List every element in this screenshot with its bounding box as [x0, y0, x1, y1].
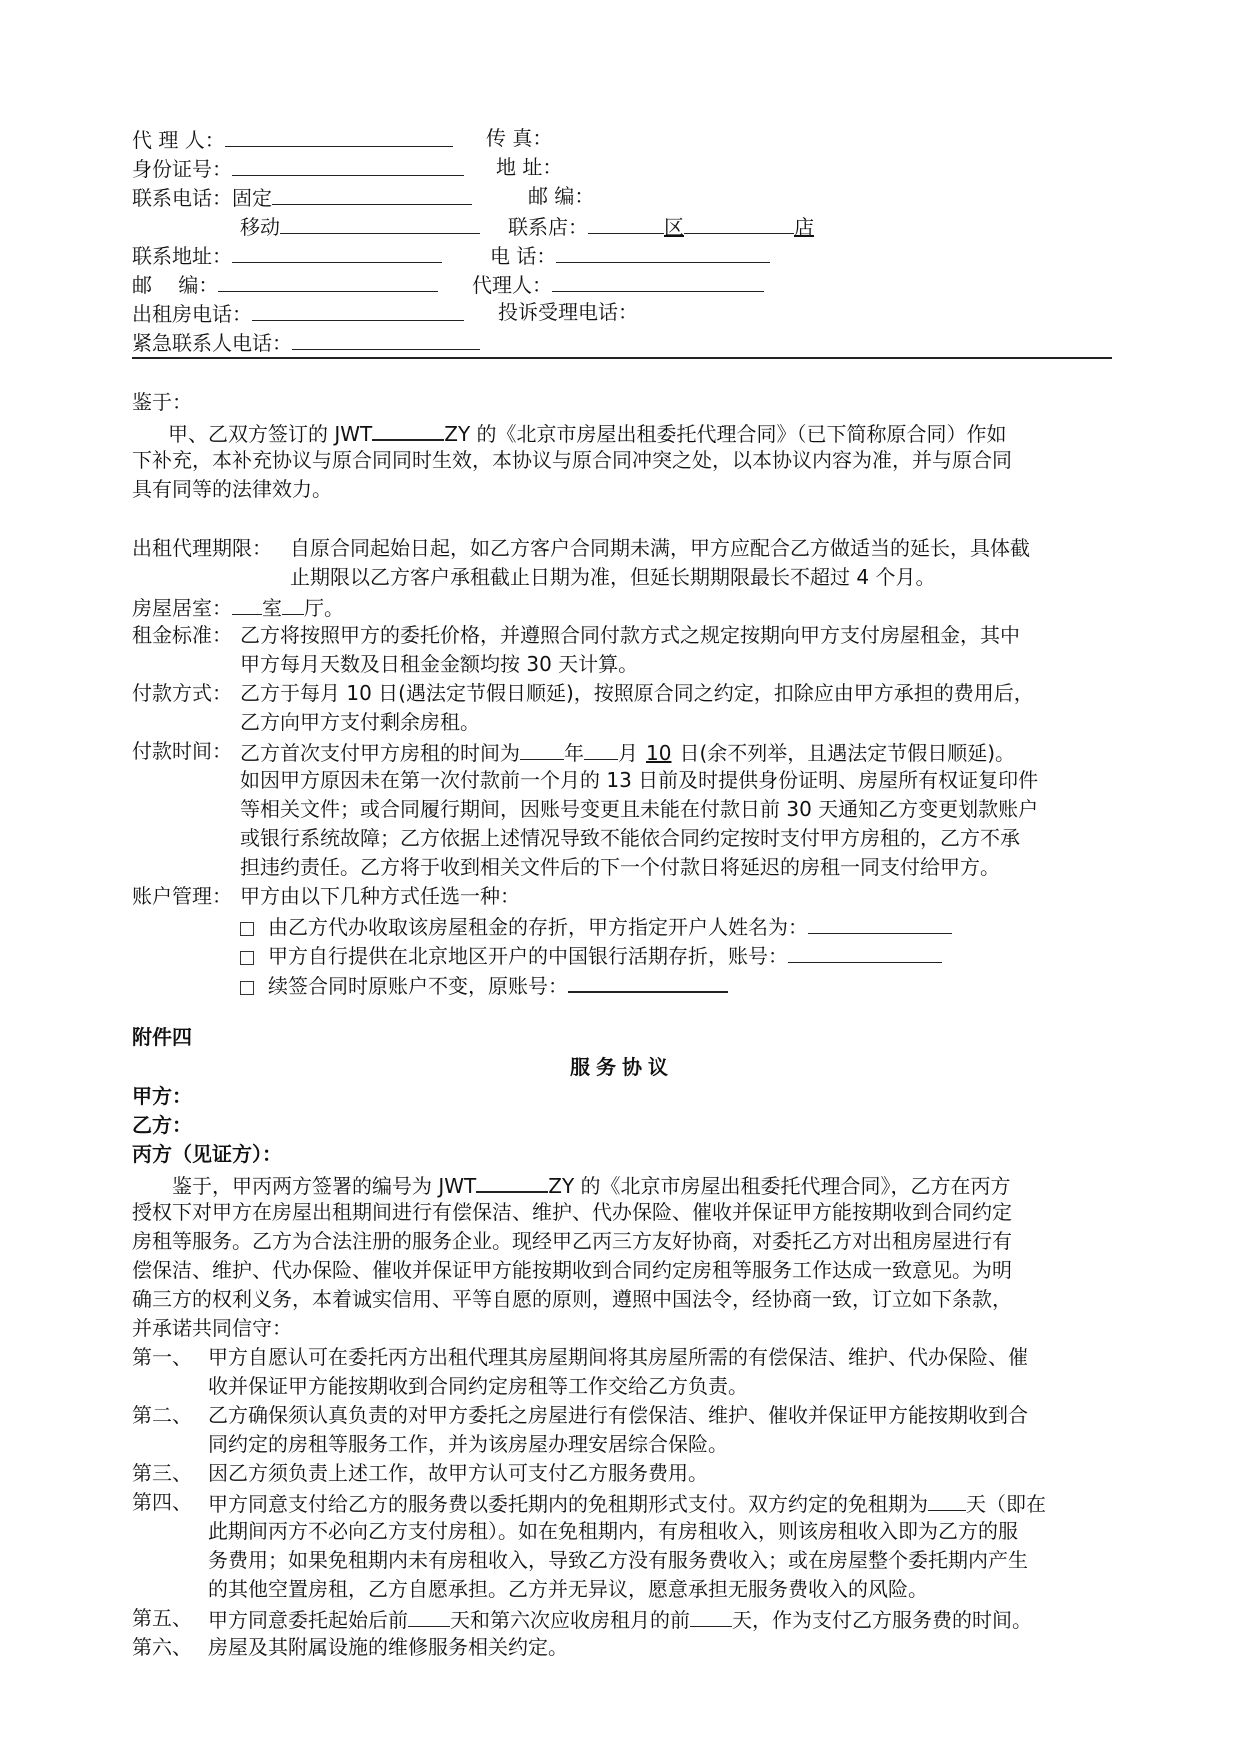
- month-blank: [584, 737, 618, 760]
- clause-2-line-2: 同约定的房租等服务工作，并为该房屋办理安居综合保险。: [208, 1432, 728, 1456]
- free-rent-days-blank: [928, 1488, 966, 1511]
- days-after-start-blank: [408, 1604, 450, 1627]
- rent-line-1: 乙方将按照甲方的委托价格，并遵照合同付款方式之规定按期向甲方支付房屋租金，其中: [240, 623, 1020, 647]
- pay-time-label: 付款时间：: [132, 739, 232, 763]
- rental-phone-label: 出租房电话：: [132, 302, 252, 326]
- option-3-label: 续签合同时原账户不变，原账号：: [268, 974, 568, 998]
- checkbox-option-3[interactable]: [240, 981, 254, 995]
- store-label: 联系店：: [508, 215, 588, 239]
- contact-address-blank: [232, 240, 442, 263]
- tel-label: 电 话：: [490, 244, 557, 268]
- agent2-label: 代理人：: [472, 273, 552, 297]
- checkbox-option-1[interactable]: [240, 922, 254, 936]
- clause-5-number: 第五、: [132, 1606, 192, 1630]
- rental-phone-blank: [252, 298, 464, 321]
- annex-intro-line-4: 偿保洁、维护、代办保险、催收并保证甲方能按期收到合同约定房租等服务工作达成一致意见。为明: [132, 1258, 1012, 1282]
- mobile-row: [240, 211, 480, 241]
- annex-intro-line-1: [172, 1169, 1011, 1200]
- clause-1-number: 第一、: [132, 1345, 192, 1369]
- account-option-3[interactable]: [240, 969, 728, 1000]
- mobile-blank: [280, 211, 480, 234]
- contract-prefix: 甲、乙双方签订的 JWT: [168, 422, 373, 446]
- party-b-label: 乙方：: [132, 1113, 192, 1137]
- room-label: 房屋居室：: [132, 596, 232, 620]
- id-row: [132, 153, 464, 183]
- fax-label: 传 真：: [486, 126, 553, 150]
- store-suffix: 店: [794, 215, 814, 239]
- fixed-blank: [272, 182, 472, 205]
- annex-intro-line-3: 房租等服务。乙方为合法注册的服务企业。现经甲乙丙三方友好协商，对委托乙方对出租房屋进行有: [132, 1229, 1012, 1253]
- pay-time-line-4: 或银行系统故障；乙方依据上述情况导致不能依合同约定按时支付甲方房租的，乙方不承: [240, 826, 1020, 850]
- term-label: 出租代理期限：: [132, 536, 272, 560]
- clause-6-line-1: 房屋及其附属设施的维修服务相关约定。: [208, 1635, 568, 1659]
- contact-address-row: [132, 240, 442, 270]
- section-divider: [132, 357, 1112, 359]
- pay-time-text: 乙方首次支付甲方房租的时间为: [240, 741, 520, 765]
- tel-row: [490, 240, 770, 270]
- option-2-label: 甲方自行提供在北京地区开户的中国银行活期存折，账号：: [268, 944, 788, 968]
- clause-3-line-1: 因乙方须负责上述工作，故甲方认可支付乙方服务费用。: [208, 1461, 708, 1485]
- annex-intro-line-6: 并承诺共同信守：: [132, 1316, 292, 1340]
- clause-4-text: 甲方同意支付给乙方的服务费以委托期内的免租期形式支付。双方约定的免租期为: [208, 1492, 928, 1516]
- account-name-blank: [808, 911, 952, 934]
- annex-intro-prefix: 鉴于，甲丙两方签署的编号为 JWT: [172, 1174, 477, 1198]
- pay-method-label: 付款方式：: [132, 681, 232, 705]
- complaint-label: 投诉受理电话：: [498, 300, 638, 324]
- party-c-label: 丙方（见证方）：: [132, 1142, 282, 1166]
- contract-suffix: ZY 的《北京市房屋出租委托代理合同》（已下简称原合同）作如: [444, 422, 1007, 446]
- account-option-1[interactable]: [240, 911, 952, 941]
- checkbox-option-2[interactable]: [240, 951, 254, 965]
- postcode2-label: 邮 编：: [132, 273, 219, 297]
- year-unit: 年: [564, 741, 584, 765]
- clause-5-text-b: 天和第六次应收房租月的前: [450, 1608, 690, 1632]
- days-before-sixth-blank: [690, 1604, 732, 1627]
- account-number-blank: [788, 940, 942, 963]
- room-unit: 室: [262, 596, 282, 620]
- agent-row: [132, 124, 453, 154]
- clause-3-number: 第三、: [132, 1461, 192, 1485]
- clause-4-line-2: 此期间丙方不必向乙方支付房租）。如在免租期内，有房租收入，则该房租收入即为乙方的服: [208, 1519, 1018, 1543]
- annex-intro-line-2: 授权下对甲方在房屋出租期间进行有偿保洁、维护、代办保险、催收并保证甲方能按期收到合同约定: [132, 1200, 1012, 1224]
- rent-label: 租金标准：: [132, 623, 232, 647]
- account-intro: 甲方由以下几种方式任选一种：: [240, 884, 520, 908]
- hall-blank: [282, 592, 304, 615]
- supplement-para-line-3: 具有同等的法律效力。: [132, 477, 332, 501]
- whereas-label: 鉴于：: [132, 390, 192, 414]
- pay-time-suffix: 日(余不列举，且遇法定节假日顺延)。: [679, 741, 1016, 765]
- day-value: 10: [646, 741, 672, 765]
- district-label: 区: [664, 215, 684, 239]
- emergency-row: [132, 327, 480, 357]
- fixed-label: 固定: [232, 186, 272, 210]
- room-blank: [232, 592, 262, 615]
- contact-address-label: 联系地址：: [132, 244, 232, 268]
- clause-5-line-1: [208, 1604, 1032, 1634]
- annex-intro-suffix: ZY 的《北京市房屋出租委托代理合同》，乙方在丙方: [548, 1174, 1011, 1198]
- account-label: 账户管理：: [132, 884, 232, 908]
- pay-time-line-2: 如因甲方原因未在第一次付款前一个月的 13 日前及时提供身份证明、房屋所有权证复印件: [240, 768, 1039, 792]
- clause-4-line-1: [208, 1488, 1046, 1518]
- id-label: 身份证号：: [132, 157, 232, 181]
- contract-number-blank: [372, 417, 444, 441]
- party-a-label: 甲方：: [132, 1084, 192, 1108]
- phone-row: [132, 182, 472, 212]
- pay-method-line-1: 乙方于每月 10 日(遇法定节假日顺延)，按照原合同之约定，扣除应由甲方承担的费用后，: [240, 681, 1034, 705]
- annex-intro-line-5: 确三方的权利义务，本着诚实信用、平等自愿的原则，遵照中国法令，经协商一致，订立如下条款，: [132, 1287, 1012, 1311]
- postcode2-row: [132, 269, 438, 299]
- account-option-2[interactable]: [240, 940, 942, 970]
- supplement-para-line-1: [168, 417, 1007, 448]
- clause-1-line-1: 甲方自愿认可在委托丙方出租代理其房屋期间将其房屋所需的有偿保洁、维护、代办保险、催: [208, 1345, 1028, 1369]
- store-blank-2: [684, 211, 794, 234]
- rent-line-2: 甲方每月天数及日租金金额均按 30 天计算。: [240, 652, 639, 676]
- pay-method-line-2: 乙方向甲方支付剩余房租。: [240, 710, 480, 734]
- pay-time-line-5: 担违约责任。乙方将于收到相关文件后的下一个付款日将延迟的房租一同支付给甲方。: [240, 855, 1000, 879]
- original-account-blank: [568, 969, 728, 993]
- clause-1-line-2: 收并保证甲方能按期收到合同约定房租等工作交给乙方负责。: [208, 1374, 748, 1398]
- postcode-label: 邮 编：: [528, 184, 595, 208]
- clause-4-suffix: 天（即在: [966, 1492, 1046, 1516]
- postcode2-blank: [218, 269, 438, 292]
- annex-label: 附件四: [132, 1025, 192, 1049]
- clause-4-line-3: 务费用；如果免租期内未有房租收入，导致乙方没有服务费收入；或在房屋整个委托期内产生: [208, 1548, 1028, 1572]
- agent-label: 代 理 人：: [132, 128, 225, 152]
- year-blank: [520, 737, 564, 760]
- clause-4-line-4: 的其他空置房租，乙方自愿承担。乙方并无异议，愿意承担无服务费收入的风险。: [208, 1577, 928, 1601]
- address-label: 地 址：: [496, 155, 563, 179]
- hall-unit: 厅。: [304, 596, 344, 620]
- emergency-label: 紧急联系人电话：: [132, 331, 292, 355]
- agent2-blank: [552, 269, 764, 292]
- clause-5-text-a: 甲方同意委托起始后前: [208, 1608, 408, 1632]
- agent2-row: [472, 269, 764, 299]
- clause-6-number: 第六、: [132, 1635, 192, 1659]
- clause-2-line-1: 乙方确保须认真负责的对甲方委托之房屋进行有偿保洁、维护、催收并保证甲方能按期收到合: [208, 1403, 1028, 1427]
- pay-time-line-3: 等相关文件；或合同履行期间，因账号变更且未能在付款日前 30 天通知乙方变更划款账户: [240, 797, 1039, 821]
- store-blank-1: [588, 211, 664, 234]
- month-unit: 月: [618, 741, 638, 765]
- emergency-blank: [292, 327, 480, 350]
- id-blank: [232, 153, 464, 176]
- annex-title: 服务协议: [570, 1055, 674, 1079]
- option-1-label: 由乙方代办收取该房屋租金的存折，甲方指定开户人姓名为：: [268, 915, 808, 939]
- rental-phone-row: [132, 298, 464, 328]
- clause-2-number: 第二、: [132, 1403, 192, 1427]
- term-line-2: 止期限以乙方客户承租截止日期为准，但延长期期限最长不超过 4 个月。: [290, 565, 936, 589]
- term-line-1: 自原合同起始日起，如乙方客户合同期未满，甲方应配合乙方做适当的延长，具体截: [290, 536, 1030, 560]
- agent-blank: [225, 124, 453, 147]
- clause-4-number: 第四、: [132, 1490, 192, 1514]
- pay-time-line-1: [240, 737, 1015, 767]
- supplement-para-line-2: 下补充，本补充协议与原合同同时生效，本协议与原合同冲突之处，以本协议内容为准，并与原合同: [132, 448, 1012, 472]
- tel-blank: [556, 240, 770, 263]
- room-row: [132, 592, 344, 622]
- clause-5-text-c: 天，作为支付乙方服务费的时间。: [732, 1608, 1032, 1632]
- store-row: [508, 211, 814, 241]
- annex-contract-blank: [476, 1169, 548, 1193]
- mobile-label: 移动: [240, 215, 280, 239]
- phone-label: 联系电话：: [132, 186, 232, 210]
